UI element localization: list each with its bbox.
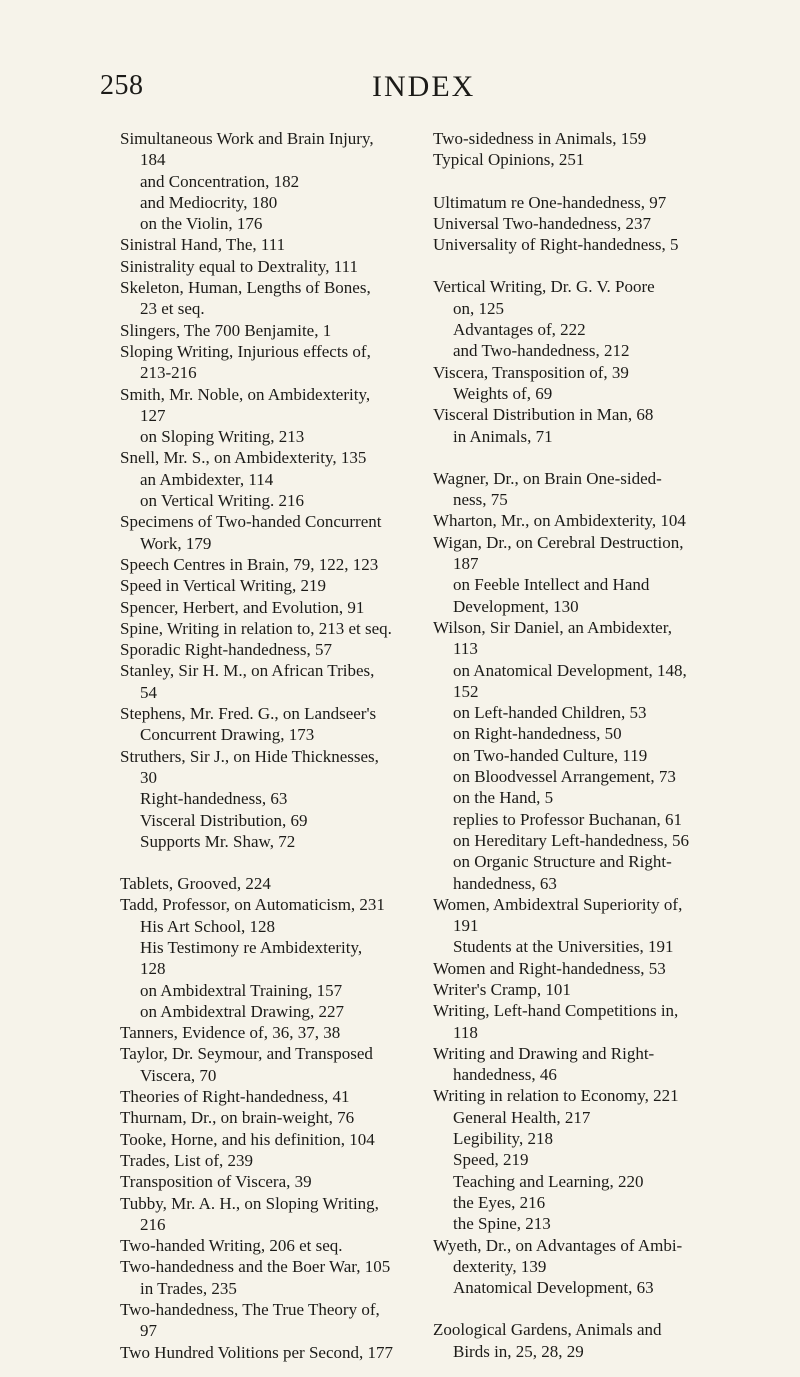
- section-gap: [120, 852, 420, 873]
- index-entry: Viscera, Transposition of, 39: [433, 362, 629, 382]
- index-entry: Speed in Vertical Writing, 219: [120, 576, 326, 596]
- index-subentry: 113: [453, 639, 478, 659]
- index-entry: Two-handedness, The True Theory of,: [120, 1300, 380, 1320]
- index-subentry: on Right-handedness, 50: [453, 724, 622, 744]
- index-subentry: on Left-handed Children, 53: [453, 703, 647, 723]
- index-subentry: the Eyes, 216: [453, 1192, 546, 1212]
- index-entry: Two-sidedness in Animals, 159: [433, 129, 647, 148]
- index-subentry: ness, 75: [453, 490, 508, 510]
- index-subentry: on Vertical Writing. 216: [140, 491, 304, 511]
- index-subentry: 213-216: [140, 363, 197, 383]
- index-entry: Universal Two-handedness, 237: [433, 213, 652, 233]
- index-subentry: on Feeble Intellect and Hand: [453, 575, 650, 595]
- index-subentry: Teaching and Learning, 220: [453, 1171, 644, 1191]
- index-entry: Universality of Right-handedness, 5: [433, 235, 679, 255]
- index-subentry: 30: [140, 767, 157, 787]
- index-subentry: Work, 179: [140, 533, 212, 553]
- index-entry: Ultimatum re One-handedness, 97: [433, 192, 667, 212]
- index-entry: Theories of Right-handedness, 41: [120, 1087, 350, 1107]
- page-header: [0, 70, 800, 110]
- index-subentry: 23 et seq.: [140, 299, 205, 319]
- index-entry: Spine, Writing in relation to, 213 et seq.: [120, 618, 392, 638]
- index-entry: Zoological Gardens, Animals and: [433, 1320, 662, 1340]
- index-subentry: on Organic Structure and Right-: [453, 852, 672, 872]
- index-subentry: on, 125: [453, 298, 504, 318]
- index-entry: Typical Opinions, 251: [433, 150, 585, 170]
- index-entry: Writing, Left-hand Competitions in,: [433, 1001, 679, 1021]
- index-subentry: 184: [140, 150, 166, 170]
- index-subentry: Weights of, 69: [453, 383, 553, 403]
- index-subentry: replies to Professor Buchanan, 61: [453, 809, 682, 829]
- index-subentry: Viscera, 70: [140, 1065, 217, 1085]
- index-entry: Stephens, Mr. Fred. G., on Landseer's: [120, 704, 377, 724]
- index-subentry: on the Hand, 5: [453, 788, 554, 808]
- index-subentry: Visceral Distribution, 69: [140, 810, 308, 830]
- index-subentry: 216: [140, 1214, 166, 1234]
- index-entry: Snell, Mr. S., on Ambidexterity, 135: [120, 448, 367, 468]
- index-entry: Skeleton, Human, Lengths of Bones,: [120, 278, 371, 298]
- index-entry: Tablets, Grooved, 224: [120, 874, 271, 894]
- index-subentry: on Hereditary Left-handedness, 56: [453, 830, 690, 850]
- index-subentry: on Ambidextral Training, 157: [140, 980, 343, 1000]
- index-entry: Two Hundred Volitions per Second, 177: [120, 1342, 393, 1362]
- index-entry: Specimens of Two-handed Concurrent: [120, 512, 382, 532]
- index-subentry: 118: [453, 1022, 478, 1042]
- index-subentry: on Ambidextral Drawing, 227: [140, 1001, 344, 1021]
- index-entry: Wharton, Mr., on Ambidexterity, 104: [433, 511, 686, 531]
- index-subentry: Advantages of, 222: [453, 320, 586, 340]
- index-entry: Thurnam, Dr., on brain-weight, 76: [120, 1108, 355, 1128]
- index-subentry: and Two-handedness, 212: [453, 341, 630, 361]
- index-entry: Sloping Writing, Injurious effects of,: [120, 341, 371, 361]
- index-subentry: an Ambidexter, 114: [140, 469, 274, 489]
- index-entry: Speech Centres in Brain, 79, 122, 123: [120, 554, 379, 574]
- index-entry: Writer's Cramp, 101: [433, 979, 571, 999]
- index-subentry: 187: [453, 554, 479, 574]
- index-subentry: the Spine, 213: [453, 1214, 551, 1234]
- index-entry: Women, Ambidextral Superiority of,: [433, 894, 683, 914]
- index-subentry: handedness, 46: [453, 1065, 557, 1085]
- index-entry: Tooke, Horne, and his definition, 104: [120, 1129, 375, 1149]
- index-subentry: 54: [140, 682, 157, 702]
- index-entry: Vertical Writing, Dr. G. V. Poore: [433, 277, 655, 297]
- index-subentry: Concurrent Drawing, 173: [140, 725, 315, 745]
- index-entry: Stanley, Sir H. M., on African Tribes,: [120, 661, 375, 681]
- index-subentry: handedness, 63: [453, 873, 557, 893]
- section-gap: [433, 171, 733, 192]
- index-subentry: 191: [453, 916, 479, 936]
- index-subentry: on the Violin, 176: [140, 214, 263, 234]
- index-entry: Transposition of Viscera, 39: [120, 1172, 312, 1192]
- index-subentry: Birds in, 25, 28, 29: [453, 1341, 584, 1361]
- index-entry: Tanners, Evidence of, 36, 37, 38: [120, 1023, 341, 1043]
- section-gap: [433, 1298, 733, 1319]
- index-entry: Visceral Distribution in Man, 68: [433, 405, 654, 425]
- index-subentry: General Health, 217: [453, 1107, 591, 1127]
- index-entry: Wilson, Sir Daniel, an Ambidexter,: [433, 617, 672, 637]
- index-subentry: His Art School, 128: [140, 916, 276, 936]
- index-subentry: Legibility, 218: [453, 1129, 553, 1149]
- section-gap: [433, 255, 733, 276]
- index-subentry: Speed, 219: [453, 1150, 529, 1170]
- index-subentry: dexterity, 139: [453, 1256, 547, 1276]
- index-entry: Sinistral Hand, The, 111: [120, 235, 286, 255]
- index-subentry: on Anatomical Development, 148,: [453, 660, 687, 680]
- index-entry: Sporadic Right-handedness, 57: [120, 640, 332, 660]
- index-entry: Slingers, The 700 Benjamite, 1: [120, 320, 332, 340]
- index-entry: Wagner, Dr., on Brain One-sided-: [433, 468, 662, 488]
- section-gap: [433, 447, 733, 468]
- index-subentry: in Trades, 235: [140, 1278, 237, 1298]
- index-entry: Trades, List of, 239: [120, 1150, 254, 1170]
- index-column-left: [120, 128, 420, 1363]
- index-subentry: Students at the Universities, 191: [453, 937, 674, 957]
- index-entry: Sinistrality equal to Dextrality, 111: [120, 256, 358, 276]
- index-subentry: 128: [140, 959, 166, 979]
- index-subentry: His Testimony re Ambidexterity,: [140, 937, 363, 957]
- index-entry: Tubby, Mr. A. H., on Sloping Writing,: [120, 1193, 379, 1213]
- index-entry: Simultaneous Work and Brain Injury,: [120, 129, 374, 148]
- index-entry: Taylor, Dr. Seymour, and Transposed: [120, 1044, 373, 1064]
- index-entry: Two-handed Writing, 206 et seq.: [120, 1236, 343, 1256]
- index-entry: Smith, Mr. Noble, on Ambidexterity,: [120, 384, 371, 404]
- index-entry: Women and Right-handedness, 53: [433, 958, 666, 978]
- index-entry: Two-handedness and the Boer War, 105: [120, 1257, 391, 1277]
- index-subentry: Right-handedness, 63: [140, 789, 288, 809]
- index-entry: Writing in relation to Economy, 221: [433, 1086, 679, 1106]
- index-subentry: on Sloping Writing, 213: [140, 427, 305, 447]
- index-subentry: and Concentration, 182: [140, 171, 300, 191]
- index-column-right: [433, 128, 733, 1362]
- page-number: 258: [100, 70, 144, 101]
- page-title: INDEX: [372, 70, 476, 103]
- index-subentry: Anatomical Development, 63: [453, 1278, 654, 1298]
- index-entry: Wyeth, Dr., on Advantages of Ambi-: [433, 1235, 683, 1255]
- index-entry: Struthers, Sir J., on Hide Thicknesses,: [120, 746, 379, 766]
- index-subentry: and Mediocrity, 180: [140, 192, 278, 212]
- index-entry: Writing and Drawing and Right-: [433, 1043, 655, 1063]
- index-subentry: 152: [453, 681, 479, 701]
- index-entry: Wigan, Dr., on Cerebral Destruction,: [433, 532, 684, 552]
- index-subentry: Supports Mr. Shaw, 72: [140, 831, 296, 851]
- index-entry: Spencer, Herbert, and Evolution, 91: [120, 597, 365, 617]
- index-entry: Tadd, Professor, on Automaticism, 231: [120, 895, 385, 915]
- index-subentry: on Bloodvessel Arrangement, 73: [453, 767, 676, 787]
- index-subentry: 97: [140, 1321, 157, 1341]
- index-subentry: 127: [140, 405, 166, 425]
- index-subentry: Development, 130: [453, 596, 579, 616]
- index-subentry: on Two-handed Culture, 119: [453, 745, 648, 765]
- index-subentry: in Animals, 71: [453, 426, 553, 446]
